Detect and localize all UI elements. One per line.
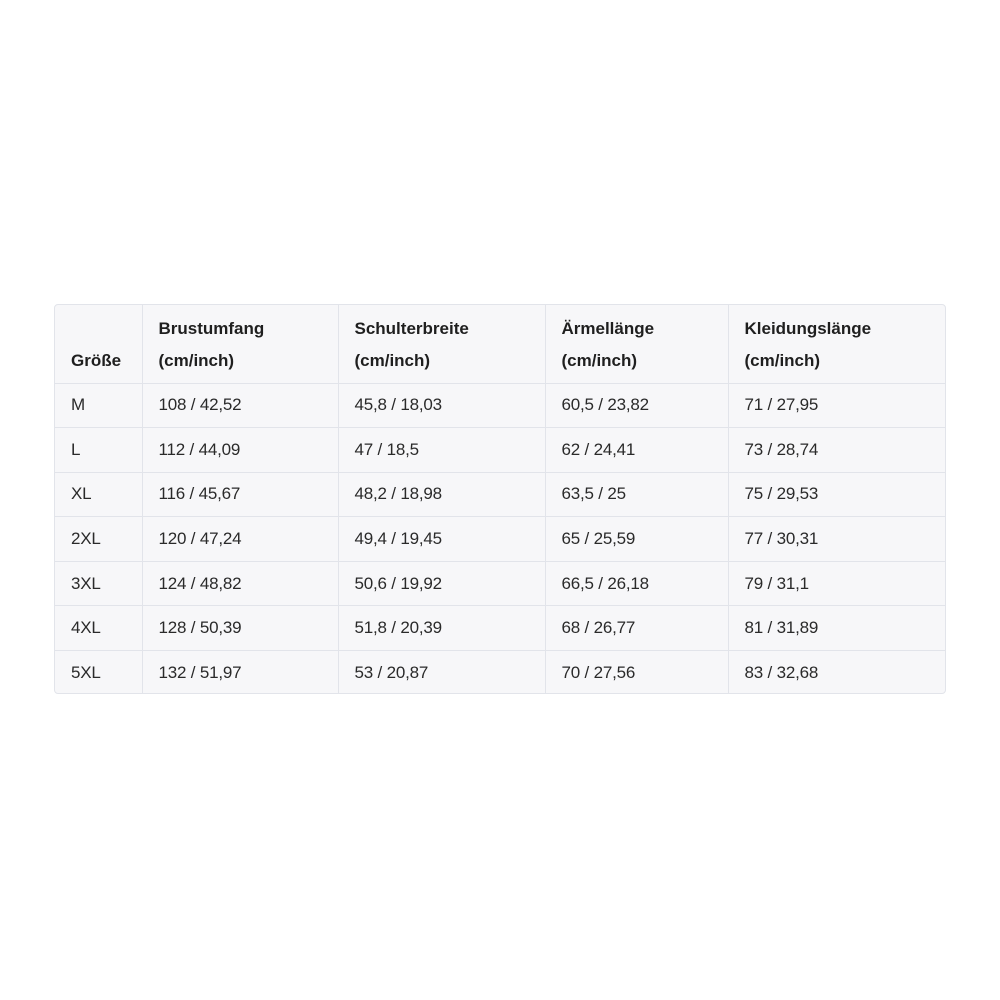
cell-sleeve: 68 / 26,77: [545, 606, 728, 651]
cell-length: 71 / 27,95: [728, 383, 945, 428]
header-shoulder: [338, 305, 545, 383]
cell-shoulder: 49,4 / 19,45: [338, 517, 545, 562]
cell-shoulder: 53 / 20,87: [338, 651, 545, 694]
header-chest-unit: (cm/inch): [158, 350, 235, 370]
cell-chest: 132 / 51,97: [142, 651, 338, 694]
cell-chest: 124 / 48,82: [142, 561, 338, 606]
header-length-unit: (cm/inch): [744, 350, 821, 370]
header-size-label: Größe: [71, 350, 122, 370]
cell-size: 3XL: [55, 561, 142, 606]
header-shoulder-unit: (cm/inch): [354, 350, 431, 370]
header-sleeve-label: Ärmellänge: [561, 318, 655, 338]
cell-shoulder: 48,2 / 18,98: [338, 472, 545, 517]
header-chest: [142, 305, 338, 383]
header-row: [55, 305, 945, 383]
cell-shoulder: 47 / 18,5: [338, 428, 545, 473]
table-row: [55, 561, 945, 606]
table-row: [55, 606, 945, 651]
cell-length: 83 / 32,68: [744, 663, 819, 683]
cell-size: L: [55, 428, 142, 473]
header-chest-label: Brustumfang: [158, 318, 265, 338]
cell-shoulder: 45,8 / 18,03: [338, 383, 545, 428]
cell-size: XL: [55, 472, 142, 517]
cell-sleeve: 63,5 / 25: [545, 472, 728, 517]
cell-sleeve: 62 / 24,41: [545, 428, 728, 473]
cell-sleeve: 70 / 27,56: [545, 651, 728, 694]
cell-length: 73 / 28,74: [728, 428, 945, 473]
cell-size: 4XL: [55, 606, 142, 651]
cell-chest: 108 / 42,52: [142, 383, 338, 428]
cell-chest: 120 / 47,24: [142, 517, 338, 562]
table-row: [55, 428, 945, 473]
table-row: [55, 383, 945, 428]
cell-length: 79 / 31,1: [728, 561, 945, 606]
header-sleeve: [545, 305, 728, 383]
size-chart-table: [54, 304, 946, 694]
cell-size: 5XL: [55, 651, 142, 694]
cell-sleeve: 65 / 25,59: [545, 517, 728, 562]
cell-length: 75 / 29,53: [728, 472, 945, 517]
table-row: [55, 517, 945, 562]
cell-chest: 112 / 44,09: [142, 428, 338, 473]
cell-size: 2XL: [55, 517, 142, 562]
cell-chest: 128 / 50,39: [142, 606, 338, 651]
header-sleeve-unit: (cm/inch): [561, 350, 638, 370]
cell-sleeve: 60,5 / 23,82: [545, 383, 728, 428]
cell-shoulder: 51,8 / 20,39: [338, 606, 545, 651]
cell-shoulder: 50,6 / 19,92: [338, 561, 545, 606]
header-shoulder-label: Schulterbreite: [354, 318, 469, 338]
header-size: [55, 305, 142, 383]
cell-size: M: [55, 383, 142, 428]
cell-length: 77 / 30,31: [728, 517, 945, 562]
cell-chest: 116 / 45,67: [142, 472, 338, 517]
table-row: [55, 651, 945, 694]
cell-length: 81 / 31,89: [728, 606, 945, 651]
cell-sleeve: 66,5 / 26,18: [545, 561, 728, 606]
header-length: [728, 305, 945, 383]
header-length-label: Kleidungslänge: [744, 318, 872, 338]
table-row: [55, 472, 945, 517]
size-table: [55, 305, 945, 694]
